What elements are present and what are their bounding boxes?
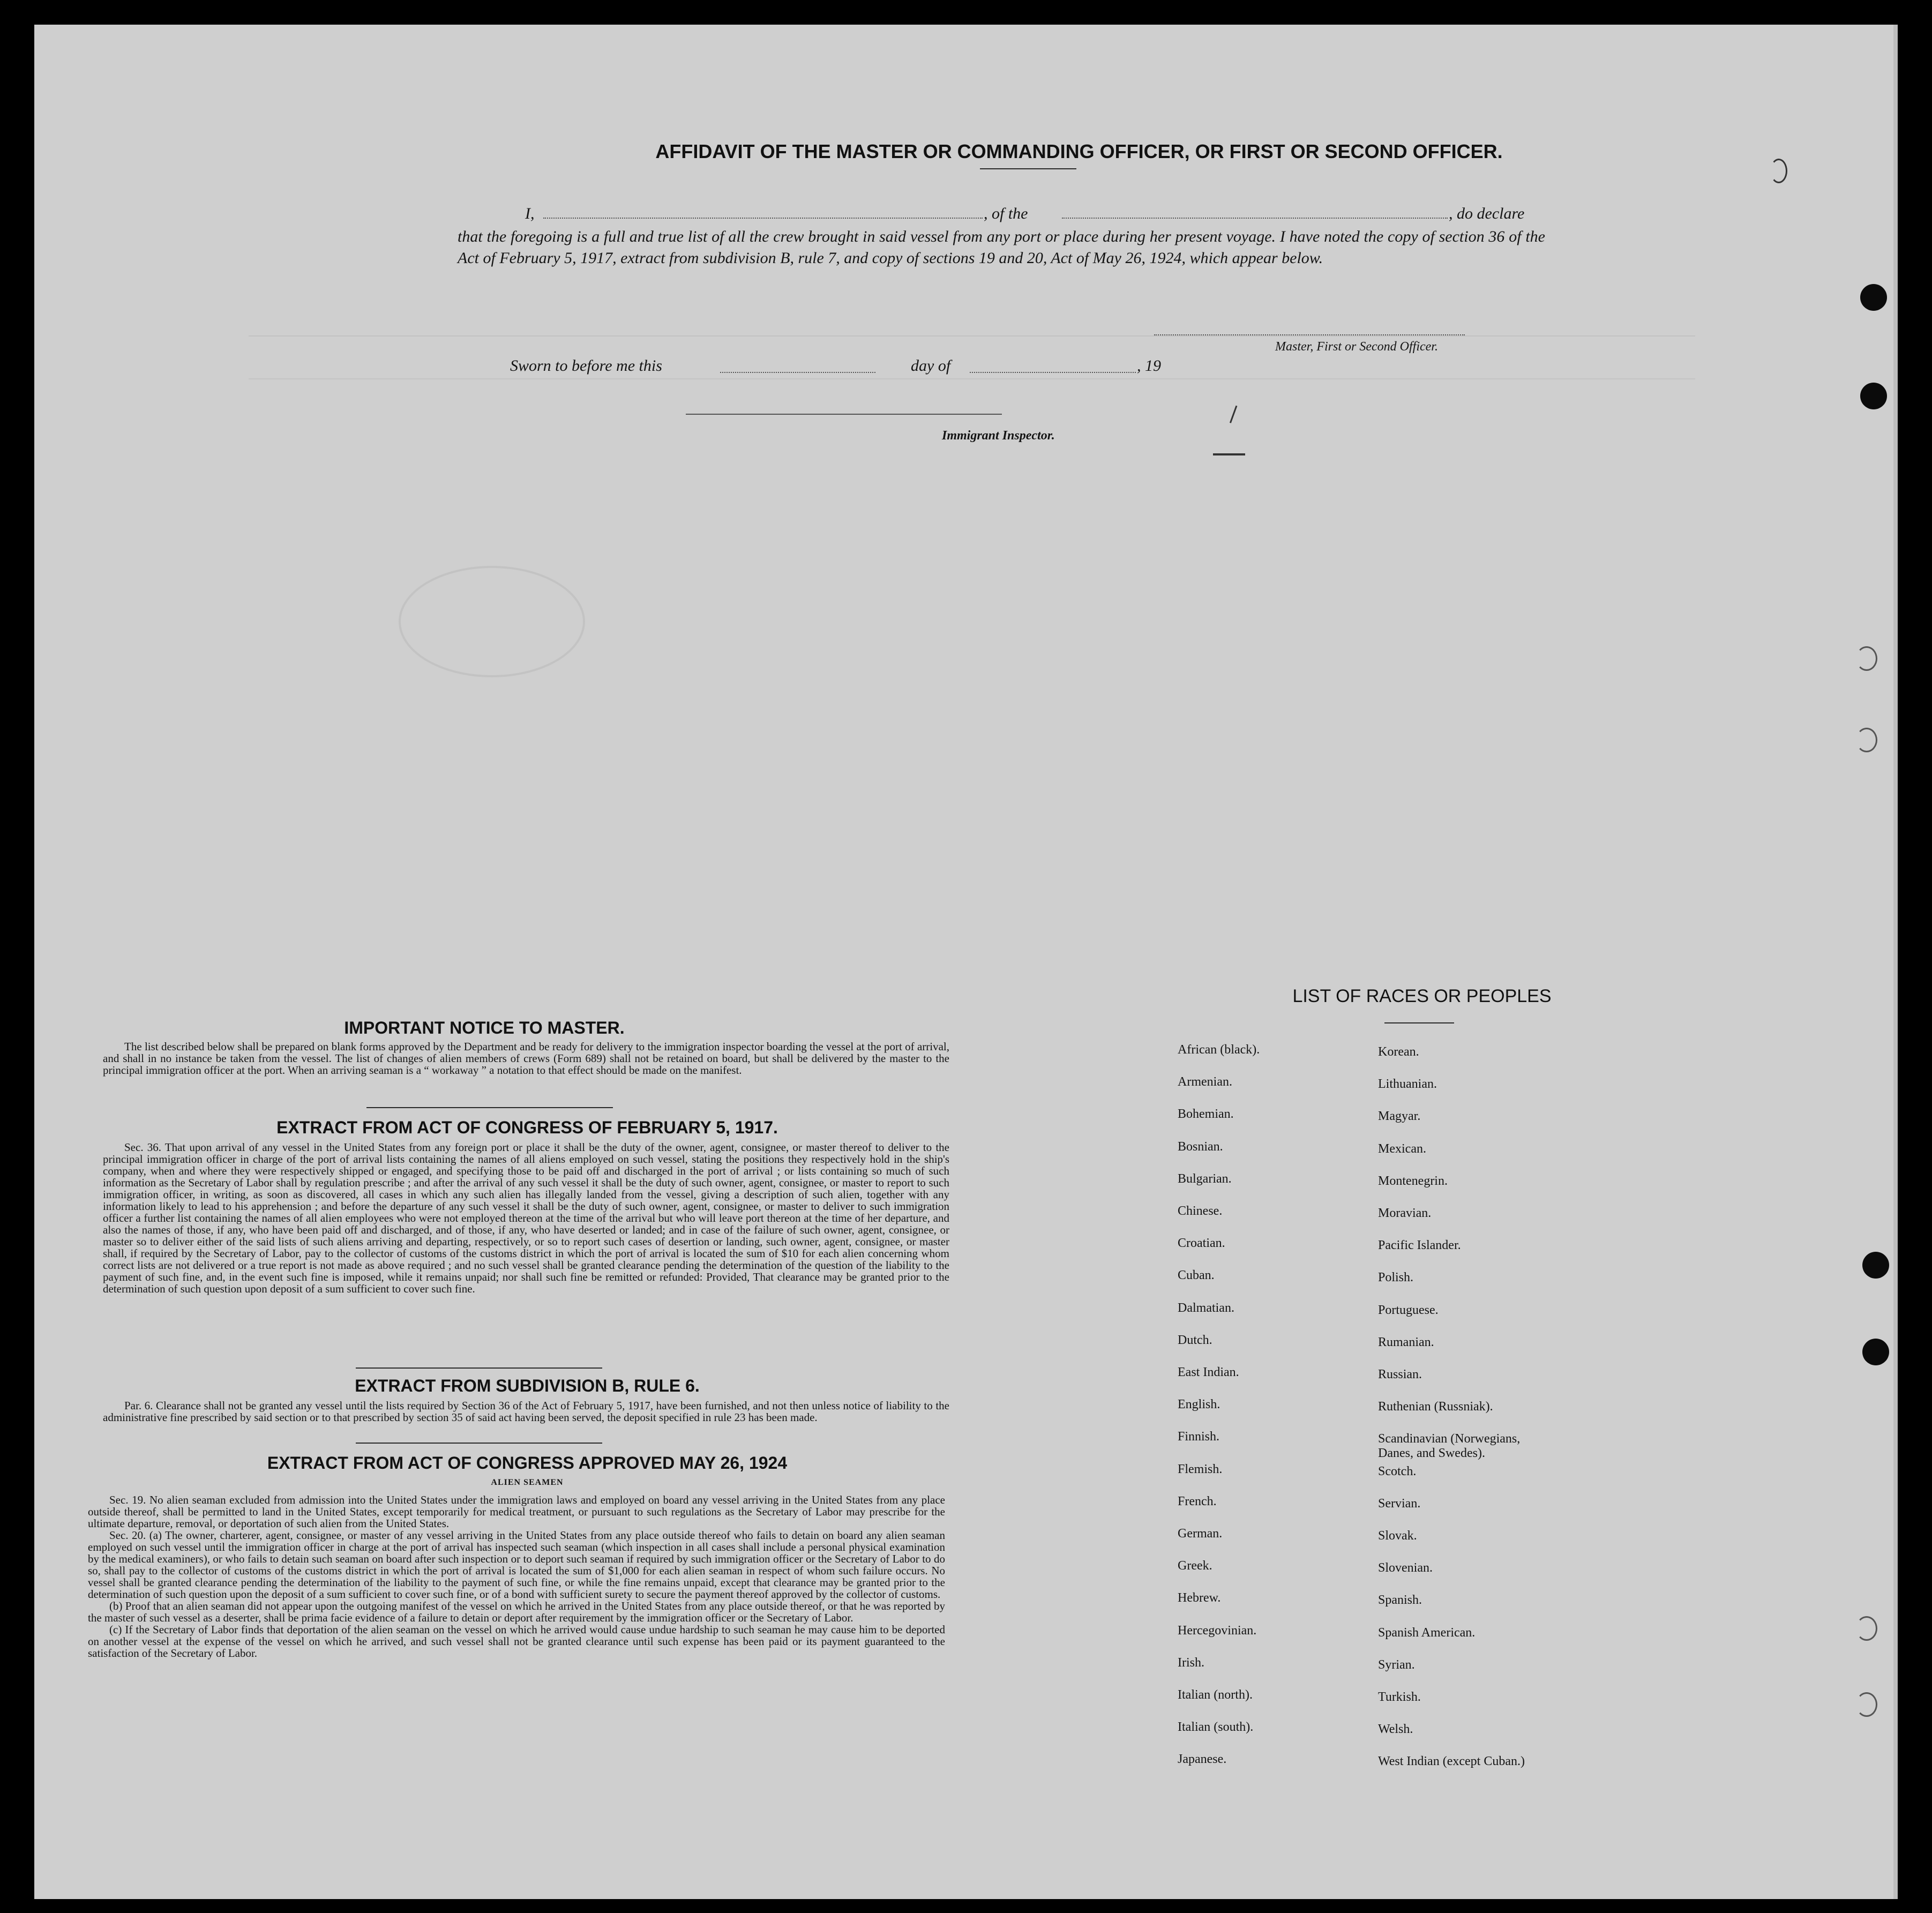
- race-item: Ruthenian (Russniak).: [1378, 1400, 1493, 1414]
- affidavit-do-declare: , do declare: [1449, 205, 1525, 222]
- notice-title: IMPORTANT NOTICE TO MASTER.: [344, 1018, 625, 1037]
- sworn-month-blank: [970, 372, 1136, 373]
- race-item: East Indian.: [1178, 1365, 1239, 1379]
- race-item: Bohemian.: [1178, 1107, 1234, 1122]
- hole-ring: [1770, 159, 1787, 183]
- master-signature-line: [1154, 334, 1465, 335]
- section-20b-paragraph: (b) Proof that an alien seaman did not appear upon the outgoing manifest of the vessel on which he arrived in the United States from any place outside thereof, or that he was reported by the master of such vessel as a deserter, shall be prima facie evidence of a failure to detain or deport after requirement by the immigration officer or the Secretary of Labor.: [88, 1600, 945, 1624]
- race-item: Chinese.: [1178, 1204, 1223, 1218]
- inspector-label: Immigrant Inspector.: [942, 429, 1055, 443]
- races-title-rule: [1384, 1022, 1454, 1023]
- race-item: African (black).: [1178, 1043, 1260, 1057]
- ink-mark: [1213, 453, 1245, 455]
- hole-ring: [1856, 646, 1877, 671]
- inspector-signature-line: [686, 414, 1002, 415]
- race-item: Portuguese.: [1378, 1303, 1439, 1317]
- title-rule: [980, 168, 1076, 169]
- year-label: , 19: [1137, 357, 1161, 375]
- race-item: Korean.: [1378, 1045, 1419, 1059]
- vessel-blank: [1062, 218, 1448, 219]
- section-rule: [366, 1107, 613, 1108]
- race-item: Flemish.: [1178, 1462, 1223, 1476]
- race-item: Scotch.: [1378, 1464, 1417, 1478]
- race-item: Pacific Islander.: [1378, 1238, 1461, 1253]
- alien-seamen-subtitle: ALIEN SEAMEN: [491, 1478, 564, 1487]
- race-item: Bosnian.: [1178, 1139, 1223, 1154]
- race-item: Armenian.: [1178, 1075, 1232, 1089]
- punch-hole: [1860, 284, 1887, 311]
- race-item: Magyar.: [1378, 1109, 1421, 1124]
- race-item: Welsh.: [1378, 1722, 1413, 1737]
- race-item: Cuban.: [1178, 1268, 1215, 1283]
- section-rule: [356, 1368, 602, 1369]
- master-signature-label: Master, First or Second Officer.: [1275, 340, 1438, 354]
- section-36-paragraph: Sec. 36. That upon arrival of any vessel in the United States from any foreign port or place it shall be the duty of the owner, agent, consignee, or master thereof to deliver to the principal immigration officer in charge of the port of arrival lists containing the names of all aliens employed on such vessel, stating the positions they respectively hold in the ship's company, when and where they were respectively shipped or engaged, and specifying those to be paid off and discharged in the port of arrival ; or lists containing so much of such information as the Secretary of Labor shall by regulation prescribe ; and after the arrival of any such vessel it shall be the duty of such owner, agent, consignee, or master to report to such immigration officer, in writing, as soon as discovered, all cases in which any such alien has illegally landed from the vessel, giving a description of such alien, together with any information likely to lead to his apprehension ; and before the departure of any such vessel it shall be the duty of such owner, agent, consignee, or master to deliver to such immigration officer a further list containing the names of all alien employees who were not employed thereon at the time of the arrival but who will leave port thereon at the time of her departure, and also the names of those, if any, who have been paid off and discharged, and of those, if any, who have deserted or landed; and in case of the failure of such owner, agent, consignee, or master so to deliver either of the said lists of such aliens arriving and departing, respectively, or so to report such cases of desertion or landing, such owner, agent, consignee, or master shall, if required by the Secretary of Labor, pay to the collector of customs of the customs district in which the port of arrival is located the sum of $10 for each alien concerning whom correct lists are not delivered or a true report is not made as above required ; and no such vessel shall be granted clearance pending the determination of the question of the liability to the payment of such fine, and, in the event such fine is imposed, while it remains unpaid; nor shall such fine be remitted or refunded: Provided, That clearance may be granted prior to the determination of such question upon deposit of a sum sufficient to cover such fine.: [103, 1141, 949, 1295]
- race-item: Bulgarian.: [1178, 1171, 1232, 1186]
- punch-hole: [1860, 383, 1887, 409]
- race-item: Syrian.: [1378, 1657, 1415, 1672]
- sworn-label: Sworn to before me this: [510, 357, 662, 375]
- race-item: Italian (north).: [1178, 1688, 1253, 1702]
- name-blank: [543, 218, 983, 219]
- race-item: Japanese.: [1178, 1752, 1227, 1767]
- punch-hole: [1862, 1252, 1889, 1279]
- race-item: Slovenian.: [1378, 1561, 1433, 1575]
- extract-1917-title: EXTRACT FROM ACT OF CONGRESS OF FEBRUARY 5, 1917.: [276, 1118, 778, 1137]
- section-rule: [356, 1443, 602, 1444]
- race-item: Greek.: [1178, 1559, 1212, 1573]
- extract-1924-text: [88, 1494, 945, 1659]
- race-item: West Indian (except Cuban.): [1378, 1754, 1525, 1769]
- hole-ring: [1856, 1616, 1877, 1641]
- section-20c-paragraph: (c) If the Secretary of Labor finds that deportation of the alien seaman on the vessel on which he arrived would cause undue hardship to such seaman he may cause him to be deported on another vessel at the expense of the vessel on which he arrived, and such vessel shall not be granted clearance until such expense has been paid or its payment guaranteed to the satisfaction of the Secretary of Labor.: [88, 1623, 945, 1660]
- document-page: [34, 25, 1898, 1899]
- race-item: Dutch.: [1178, 1333, 1212, 1347]
- race-item: Russian.: [1378, 1368, 1422, 1381]
- race-item: English.: [1178, 1398, 1220, 1412]
- race-item: Scandinavian (Norwegians, Danes, and Swedes).: [1378, 1432, 1521, 1461]
- affidavit-i: I,: [525, 205, 535, 222]
- race-item: Moravian.: [1378, 1206, 1432, 1220]
- extract-rule6-title: EXTRACT FROM SUBDIVISION B, RULE 6.: [355, 1376, 700, 1395]
- race-item: Lithuanian.: [1378, 1077, 1437, 1092]
- race-item: Hercegovinian.: [1178, 1623, 1257, 1638]
- bleed-through-rule: [249, 335, 1695, 337]
- day-of-label: day of: [911, 357, 951, 375]
- notice-paragraph: The list described below shall be prepared on blank forms approved by the Department and be ready for delivery to the immigration inspector boarding the vessel at the port of arrival, and shall in no instance be taken from the vessel. The list of changes of alien members of crews (Form 689) shall not be retained on board, but shall be delivered by the master to the principal immigration officer at the port. When an arriving seaman is a “ workaway ” a notation to that effect should be made on the manifest.: [103, 1040, 949, 1077]
- race-item: French.: [1178, 1494, 1217, 1508]
- race-item: Spanish American.: [1378, 1625, 1476, 1640]
- hole-ring: [1856, 728, 1877, 752]
- race-item: Hebrew.: [1178, 1591, 1221, 1605]
- extract-1917-text: [103, 1141, 949, 1295]
- race-item: Croatian.: [1178, 1236, 1225, 1251]
- affidavit-title: AFFIDAVIT OF THE MASTER OR COMMANDING OFFICER, OR FIRST OR SECOND OFFICER.: [655, 140, 1503, 162]
- race-item: Mexican.: [1378, 1141, 1426, 1156]
- race-item: Dalmatian.: [1178, 1301, 1234, 1315]
- affidavit-body: that the foregoing is a full and true list of all the crew brought in said vessel from any port or place during her present voyage. I have noted the copy of section 36 of the Act of February 5, 1917, extract from subdivision B, rule 7, and copy of sections 19 and 20, Act of May 26, 1924, which appear below.: [458, 228, 1545, 267]
- extract-rule6-text: [103, 1400, 949, 1423]
- race-item: German.: [1178, 1527, 1223, 1541]
- hole-ring: [1856, 1692, 1877, 1717]
- bleed-through-stamp: [399, 566, 585, 677]
- race-item: Polish.: [1378, 1271, 1414, 1285]
- race-item: Turkish.: [1378, 1690, 1421, 1704]
- extract-1924-title: EXTRACT FROM ACT OF CONGRESS APPROVED MAY 26, 1924: [267, 1453, 788, 1473]
- section-19-paragraph: Sec. 19. No alien seaman excluded from admission into the United States under the immigration laws and employed on board any vessel arriving in the United States from any place outside thereof, shall be permitted to land in the United States, except temporarily for medical treatment, or pursuant to such regulations as the Secretary of Labor may prescribe for the ultimate departure, removal, or deportation of such alien from the United States.: [88, 1493, 945, 1530]
- race-item: Italian (south).: [1178, 1720, 1254, 1735]
- affidavit-of-the: , of the: [984, 205, 1028, 222]
- notice-text: [103, 1041, 949, 1076]
- race-item: Finnish.: [1178, 1430, 1220, 1444]
- race-item: Slovak.: [1378, 1529, 1417, 1543]
- race-item: Spanish.: [1378, 1593, 1422, 1608]
- race-item: Rumanian.: [1378, 1335, 1434, 1349]
- punch-hole: [1862, 1339, 1889, 1365]
- section-20a-paragraph: Sec. 20. (a) The owner, charterer, agent, consignee, or master of any vessel arriving in the United States from any place outside thereof who fails to detain on board any alien seaman employed on such vessel until the immigration officer in charge at the port of arrival has inspected such seaman (which inspection in all cases shall include a personal physical examination by the medical examiners), or who fails to detain such seaman on board after such inspection or to deport such seaman if required by such immigration officer or the Secretary of Labor to do so, shall pay to the collector of customs of the customs district in which the port of arrival is located the sum of $1,000 for each alien seaman in respect of whom such failure occurs. No vessel shall be granted clearance pending the determination of the liability to the payment of such fine, or while the fine remains unpaid, except that clearance may be granted prior to the determination of such question upon the deposit of a sum sufficient to cover such fine, or of a bond with sufficient surety to secure the payment thereof approved by the collector of customs.: [88, 1529, 945, 1601]
- race-item: Servian.: [1378, 1496, 1421, 1511]
- ink-mark: [1230, 406, 1248, 428]
- page-edge: [1893, 25, 1898, 1899]
- rule-6-paragraph: Par. 6. Clearance shall not be granted any vessel until the lists required by Section 36 of the Act of February 5, 1917, have been furnished, and not then unless notice of liability to the administrative fine prescribed by said section or to that prescribed by section 35 of said act having been served, the deposit specified in rule 23 has been made.: [103, 1399, 949, 1424]
- sworn-day-blank: [720, 372, 875, 373]
- race-item: Irish.: [1178, 1655, 1204, 1670]
- races-title: LIST OF RACES OR PEOPLES: [1292, 986, 1552, 1006]
- bleed-through-rule: [249, 378, 1695, 379]
- race-item: Montenegrin.: [1378, 1174, 1448, 1188]
